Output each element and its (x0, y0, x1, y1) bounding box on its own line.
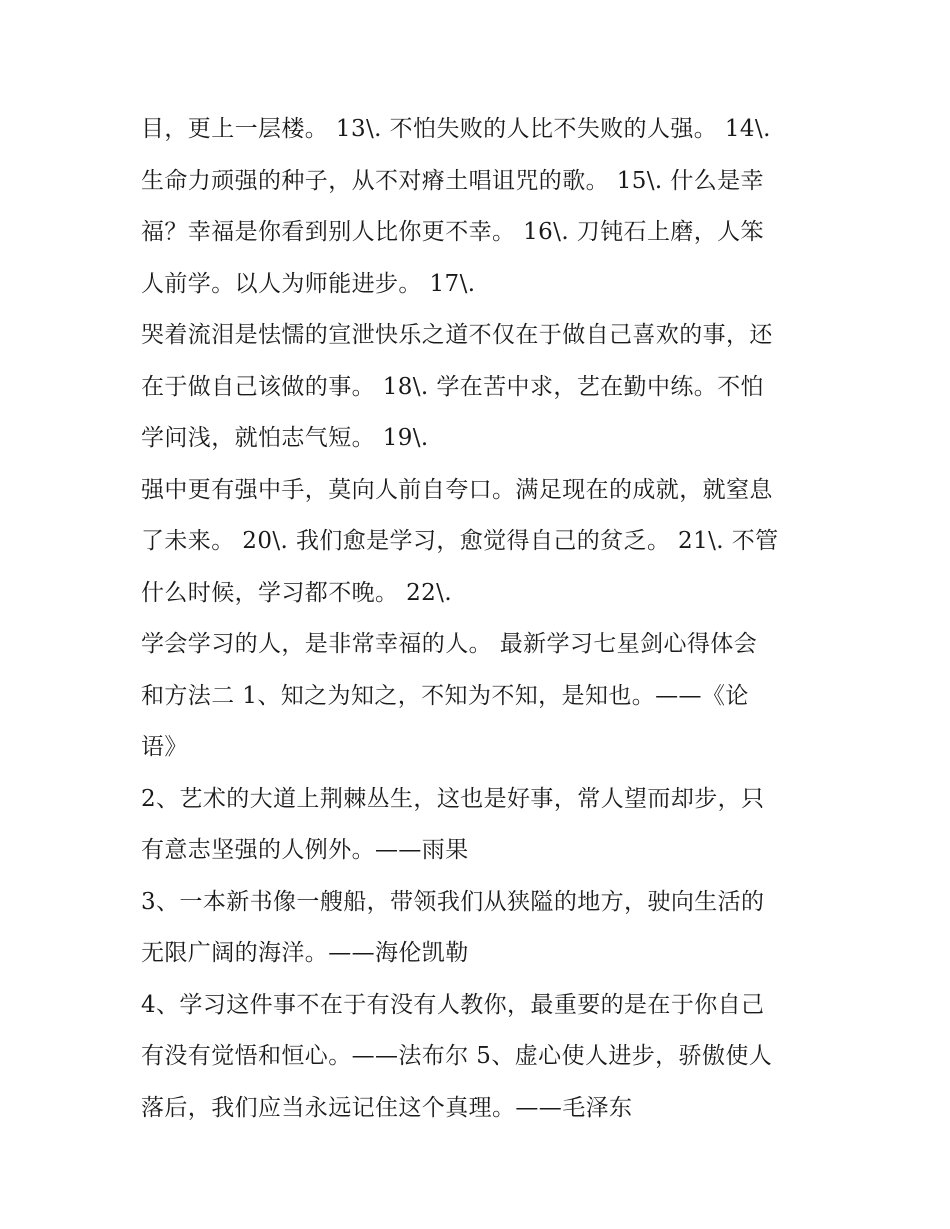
text-line: 有没有觉悟和恒心。——法布尔 5、虚心使人进步，骄傲使人 (141, 1043, 773, 1069)
text-line: 学问浅，就怕志气短。 19\. (141, 425, 429, 451)
text-line: 什么时候，学习都不晚。 22\. (141, 579, 453, 606)
text-line: 和方法二 1、知之为知之，不知为不知，是知也。——《论 (141, 682, 749, 709)
text-line: 2、艺术的大道上荆棘丛生，这也是好事，常人望而却步，只 (141, 785, 765, 812)
text-line: 生命力顽强的种子，从不对瘠土唱诅咒的歌。 15\. 什么是幸 (141, 167, 764, 194)
text-line: 无限广阔的海洋。——海伦凯勒 (141, 940, 469, 966)
text-line: 落后，我们应当永远记住这个真理。——毛泽东 (141, 1094, 633, 1121)
text-line: 目，更上一层楼。 13\. 不怕失败的人比不失败的人强。 14\. (141, 116, 771, 142)
text-line: 语》 (141, 734, 188, 760)
text-line: 4、学习这件事不在于有没有人教你，最重要的是在于你自己 (141, 991, 765, 1018)
text-line: 学会学习的人，是非常幸福的人。 最新学习七星剑心得体会 (141, 631, 758, 657)
text-line: 强中更有强中手，莫向人前自夸口。满足现在的成就，就窒息 (141, 476, 773, 503)
body-text (141, 104, 821, 1134)
text-line: 人前学。以人为师能进步。 17\. (141, 270, 476, 297)
text-line: 了未来。 20\. 我们愈是学习，愈觉得自己的贫乏。 21\. 不管 (141, 528, 779, 554)
text-line: 福？幸福是你看到别人比你更不幸。 16\. 刀钝石上磨，人笨 (141, 219, 764, 245)
text-line: 有意志坚强的人例外。——雨果 (141, 837, 469, 863)
text-line: 3、一本新书像一艘船，带领我们从狭隘的地方，驶向生活的 (141, 888, 765, 915)
text-line: 哭着流泪是怯懦的宣泄快乐之道不仅在于做自己喜欢的事，还 (141, 322, 773, 348)
text-line: 在于做自己该做的事。 18\. 学在苦中求，艺在勤中练。不怕 (141, 373, 764, 400)
